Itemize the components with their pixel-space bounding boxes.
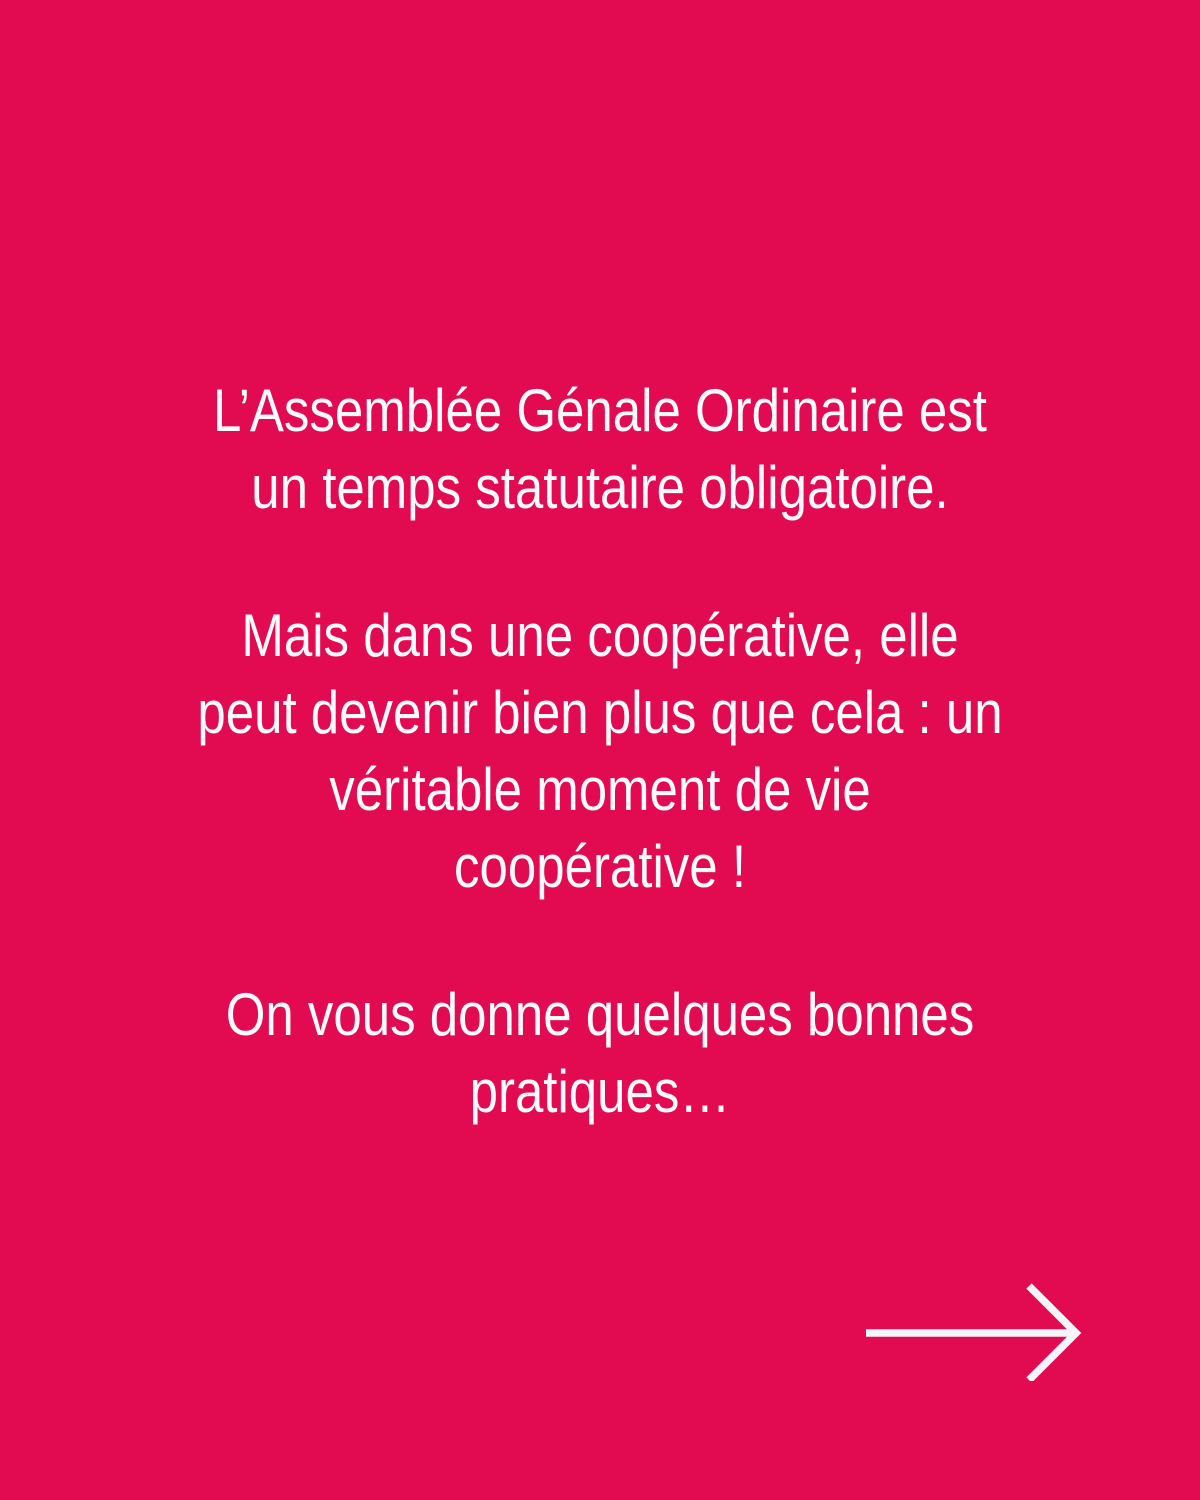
text-line: coopérative !	[453, 833, 747, 900]
text-line: L’Assemblée Génale Ordinaire est	[213, 377, 987, 444]
text-line: On vous donne quelques bonnes	[225, 981, 975, 1048]
text-line: Mais dans une coopérative, elle	[241, 602, 959, 669]
next-arrow-icon[interactable]	[862, 1281, 1084, 1381]
slide-text-block	[90, 372, 1110, 1201]
paragraph-statutory	[90, 372, 1110, 526]
paragraph-teaser	[90, 976, 1110, 1130]
text-line: peut devenir bien plus que cela : un	[197, 679, 1003, 746]
paragraph-cooperative	[90, 597, 1110, 905]
text-line: véritable moment de vie	[329, 756, 871, 823]
text-line: pratiques…	[469, 1058, 731, 1125]
text-line: un temps statutaire obligatoire.	[251, 454, 949, 521]
